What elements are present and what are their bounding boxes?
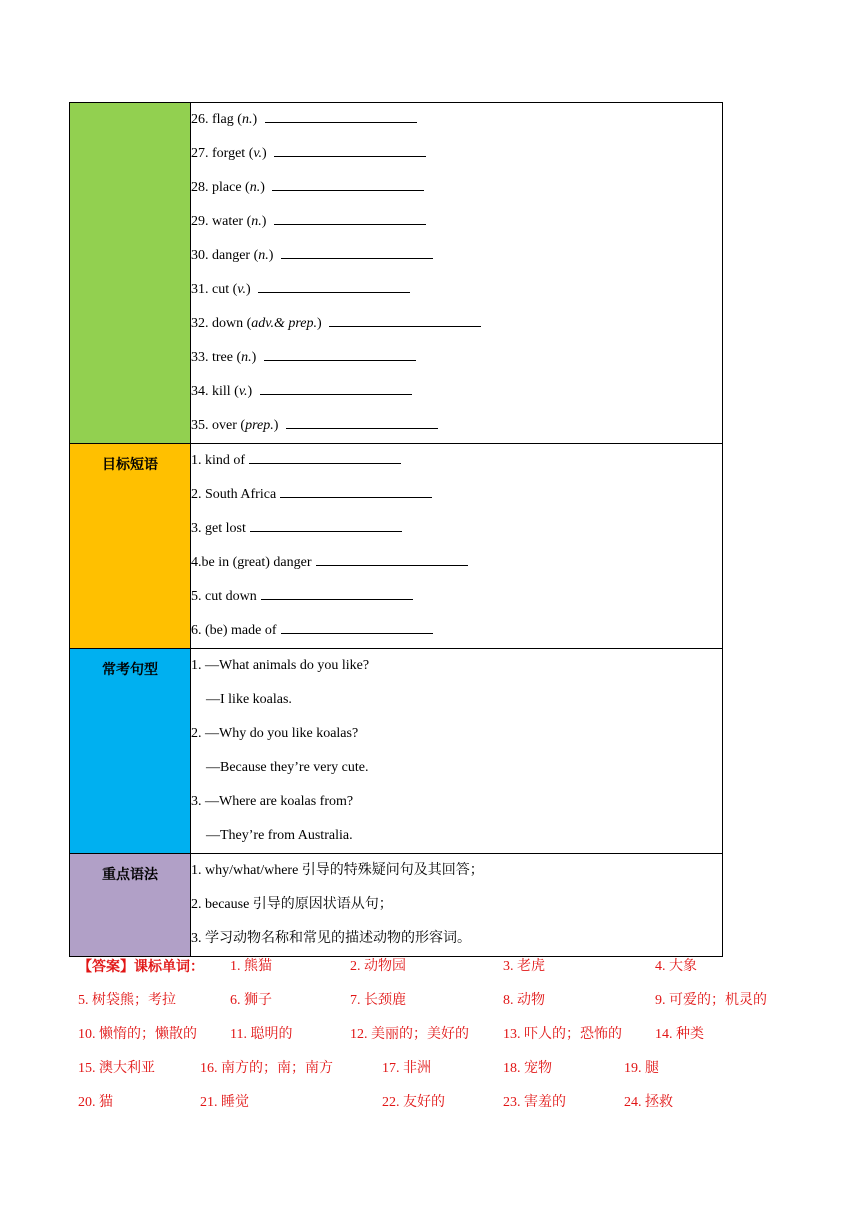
answer-row bbox=[78, 984, 838, 1018]
phrases-label-cell bbox=[70, 444, 191, 649]
answer-item: 21. 睡觉 bbox=[200, 1095, 249, 1110]
answer-blank[interactable] bbox=[258, 280, 410, 293]
answer-blank[interactable] bbox=[286, 416, 438, 429]
sentence-line: —They’re from Australia. bbox=[206, 828, 353, 843]
answer-item: 3. 老虎 bbox=[503, 959, 545, 974]
phrase-line: 3. get lost bbox=[191, 512, 722, 546]
sentence-line: —I like koalas. bbox=[206, 692, 292, 707]
answer-blank[interactable] bbox=[261, 587, 413, 600]
answer-item: 13. 吓人的；恐怖的 bbox=[503, 1027, 622, 1042]
answer-blank[interactable] bbox=[272, 178, 424, 191]
answer-item: 12. 美丽的；美好的 bbox=[350, 1027, 469, 1042]
answer-blank[interactable] bbox=[250, 519, 402, 532]
grammar-line: 1. why/what/where 引导的特殊疑问句及其回答； bbox=[191, 863, 484, 878]
answer-item: 6. 狮子 bbox=[230, 993, 272, 1008]
sentences-section bbox=[70, 649, 723, 854]
phrase-line: 5. cut down bbox=[191, 580, 722, 614]
answer-item: 20. 猫 bbox=[78, 1095, 113, 1110]
vocab-section bbox=[70, 103, 723, 444]
grammar-line: 3. 学习动物名称和常见的描述动物的形容词。 bbox=[191, 931, 471, 946]
answer-item: 9. 可爱的；机灵的 bbox=[655, 993, 767, 1008]
answer-item: 22. 友好的 bbox=[382, 1095, 445, 1110]
sentences-content bbox=[191, 649, 723, 854]
grammar-line: 2. because 引导的原因状语从句； bbox=[191, 897, 393, 912]
answer-item: 4. 大象 bbox=[655, 959, 697, 974]
answer-blank[interactable] bbox=[281, 246, 433, 259]
vocab-line: 33. tree (n.) bbox=[191, 341, 722, 375]
answer-item: 19. 腿 bbox=[624, 1061, 659, 1076]
answer-blank[interactable] bbox=[274, 144, 426, 157]
answer-item: 2. 动物园 bbox=[350, 959, 406, 974]
grammar-label-cell bbox=[70, 854, 191, 957]
sentences-label-cell bbox=[70, 649, 191, 854]
answer-item: 23. 害羞的 bbox=[503, 1095, 566, 1110]
answer-blank[interactable] bbox=[280, 485, 432, 498]
phrase-line: 6. (be) made of bbox=[191, 614, 722, 648]
answer-item: 24. 拯救 bbox=[624, 1095, 673, 1110]
vocab-line: 27. forget (v.) bbox=[191, 137, 722, 171]
answer-blank[interactable] bbox=[281, 621, 433, 634]
vocab-line: 30. danger (n.) bbox=[191, 239, 722, 273]
answer-item: 10. 懒惰的；懒散的 bbox=[78, 1027, 197, 1042]
vocab-label-cell bbox=[70, 103, 191, 444]
answer-item: 11. 聪明的 bbox=[230, 1027, 293, 1042]
answer-blank[interactable] bbox=[265, 110, 417, 123]
phrases-section bbox=[70, 444, 723, 649]
answer-heading: 【答案】课标单词： bbox=[78, 959, 204, 975]
answer-blank[interactable] bbox=[274, 212, 426, 225]
answer-item: 15. 澳大利亚 bbox=[78, 1061, 155, 1076]
sentence-line: 2. —Why do you like koalas? bbox=[191, 726, 359, 741]
vocab-line: 35. over (prep.) bbox=[191, 409, 722, 443]
vocab-line: 32. down (adv.& prep.) bbox=[191, 307, 722, 341]
answer-blank[interactable] bbox=[260, 382, 412, 395]
vocab-content bbox=[191, 103, 723, 444]
grammar-label: 重点语法 bbox=[102, 867, 158, 883]
answer-item: 18. 宠物 bbox=[503, 1061, 552, 1076]
answer-blank[interactable] bbox=[249, 451, 401, 464]
grammar-content bbox=[191, 854, 723, 957]
phrase-line: 1. kind of bbox=[191, 444, 722, 478]
answer-row bbox=[78, 1018, 838, 1052]
sentence-line: 1. —What animals do you like? bbox=[191, 658, 370, 673]
vocab-line: 34. kill (v.) bbox=[191, 375, 722, 409]
answer-item: 1. 熊猫 bbox=[230, 959, 272, 974]
sentence-line: —Because they’re very cute. bbox=[206, 760, 369, 775]
answer-item: 7. 长颈鹿 bbox=[350, 993, 406, 1008]
vocab-line: 31. cut (v.) bbox=[191, 273, 722, 307]
answer-row bbox=[78, 1052, 838, 1086]
answer-item: 14. 种类 bbox=[655, 1027, 704, 1042]
answer-item: 5. 树袋熊；考拉 bbox=[78, 993, 176, 1008]
answer-blank[interactable] bbox=[329, 314, 481, 327]
phrase-line: 4.be in (great) danger bbox=[191, 546, 722, 580]
answer-blank[interactable] bbox=[264, 348, 416, 361]
answer-item: 16. 南方的；南；南方 bbox=[200, 1061, 333, 1076]
vocab-line: 28. place (n.) bbox=[191, 171, 722, 205]
answer-row bbox=[78, 1086, 838, 1120]
phrases-content bbox=[191, 444, 723, 649]
answer-row bbox=[78, 950, 838, 984]
sentence-line: 3. —Where are koalas from? bbox=[191, 794, 354, 809]
vocab-line: 29. water (n.) bbox=[191, 205, 722, 239]
answer-item: 17. 非洲 bbox=[382, 1061, 431, 1076]
answer-item: 8. 动物 bbox=[503, 993, 545, 1008]
grammar-section bbox=[70, 854, 723, 957]
phrases-label: 目标短语 bbox=[102, 457, 158, 473]
vocab-line: 26. flag (n.) bbox=[191, 103, 722, 137]
sentences-label: 常考句型 bbox=[102, 662, 158, 678]
review-table bbox=[69, 102, 723, 957]
answer-blank[interactable] bbox=[316, 553, 468, 566]
phrase-line: 2. South Africa bbox=[191, 478, 722, 512]
